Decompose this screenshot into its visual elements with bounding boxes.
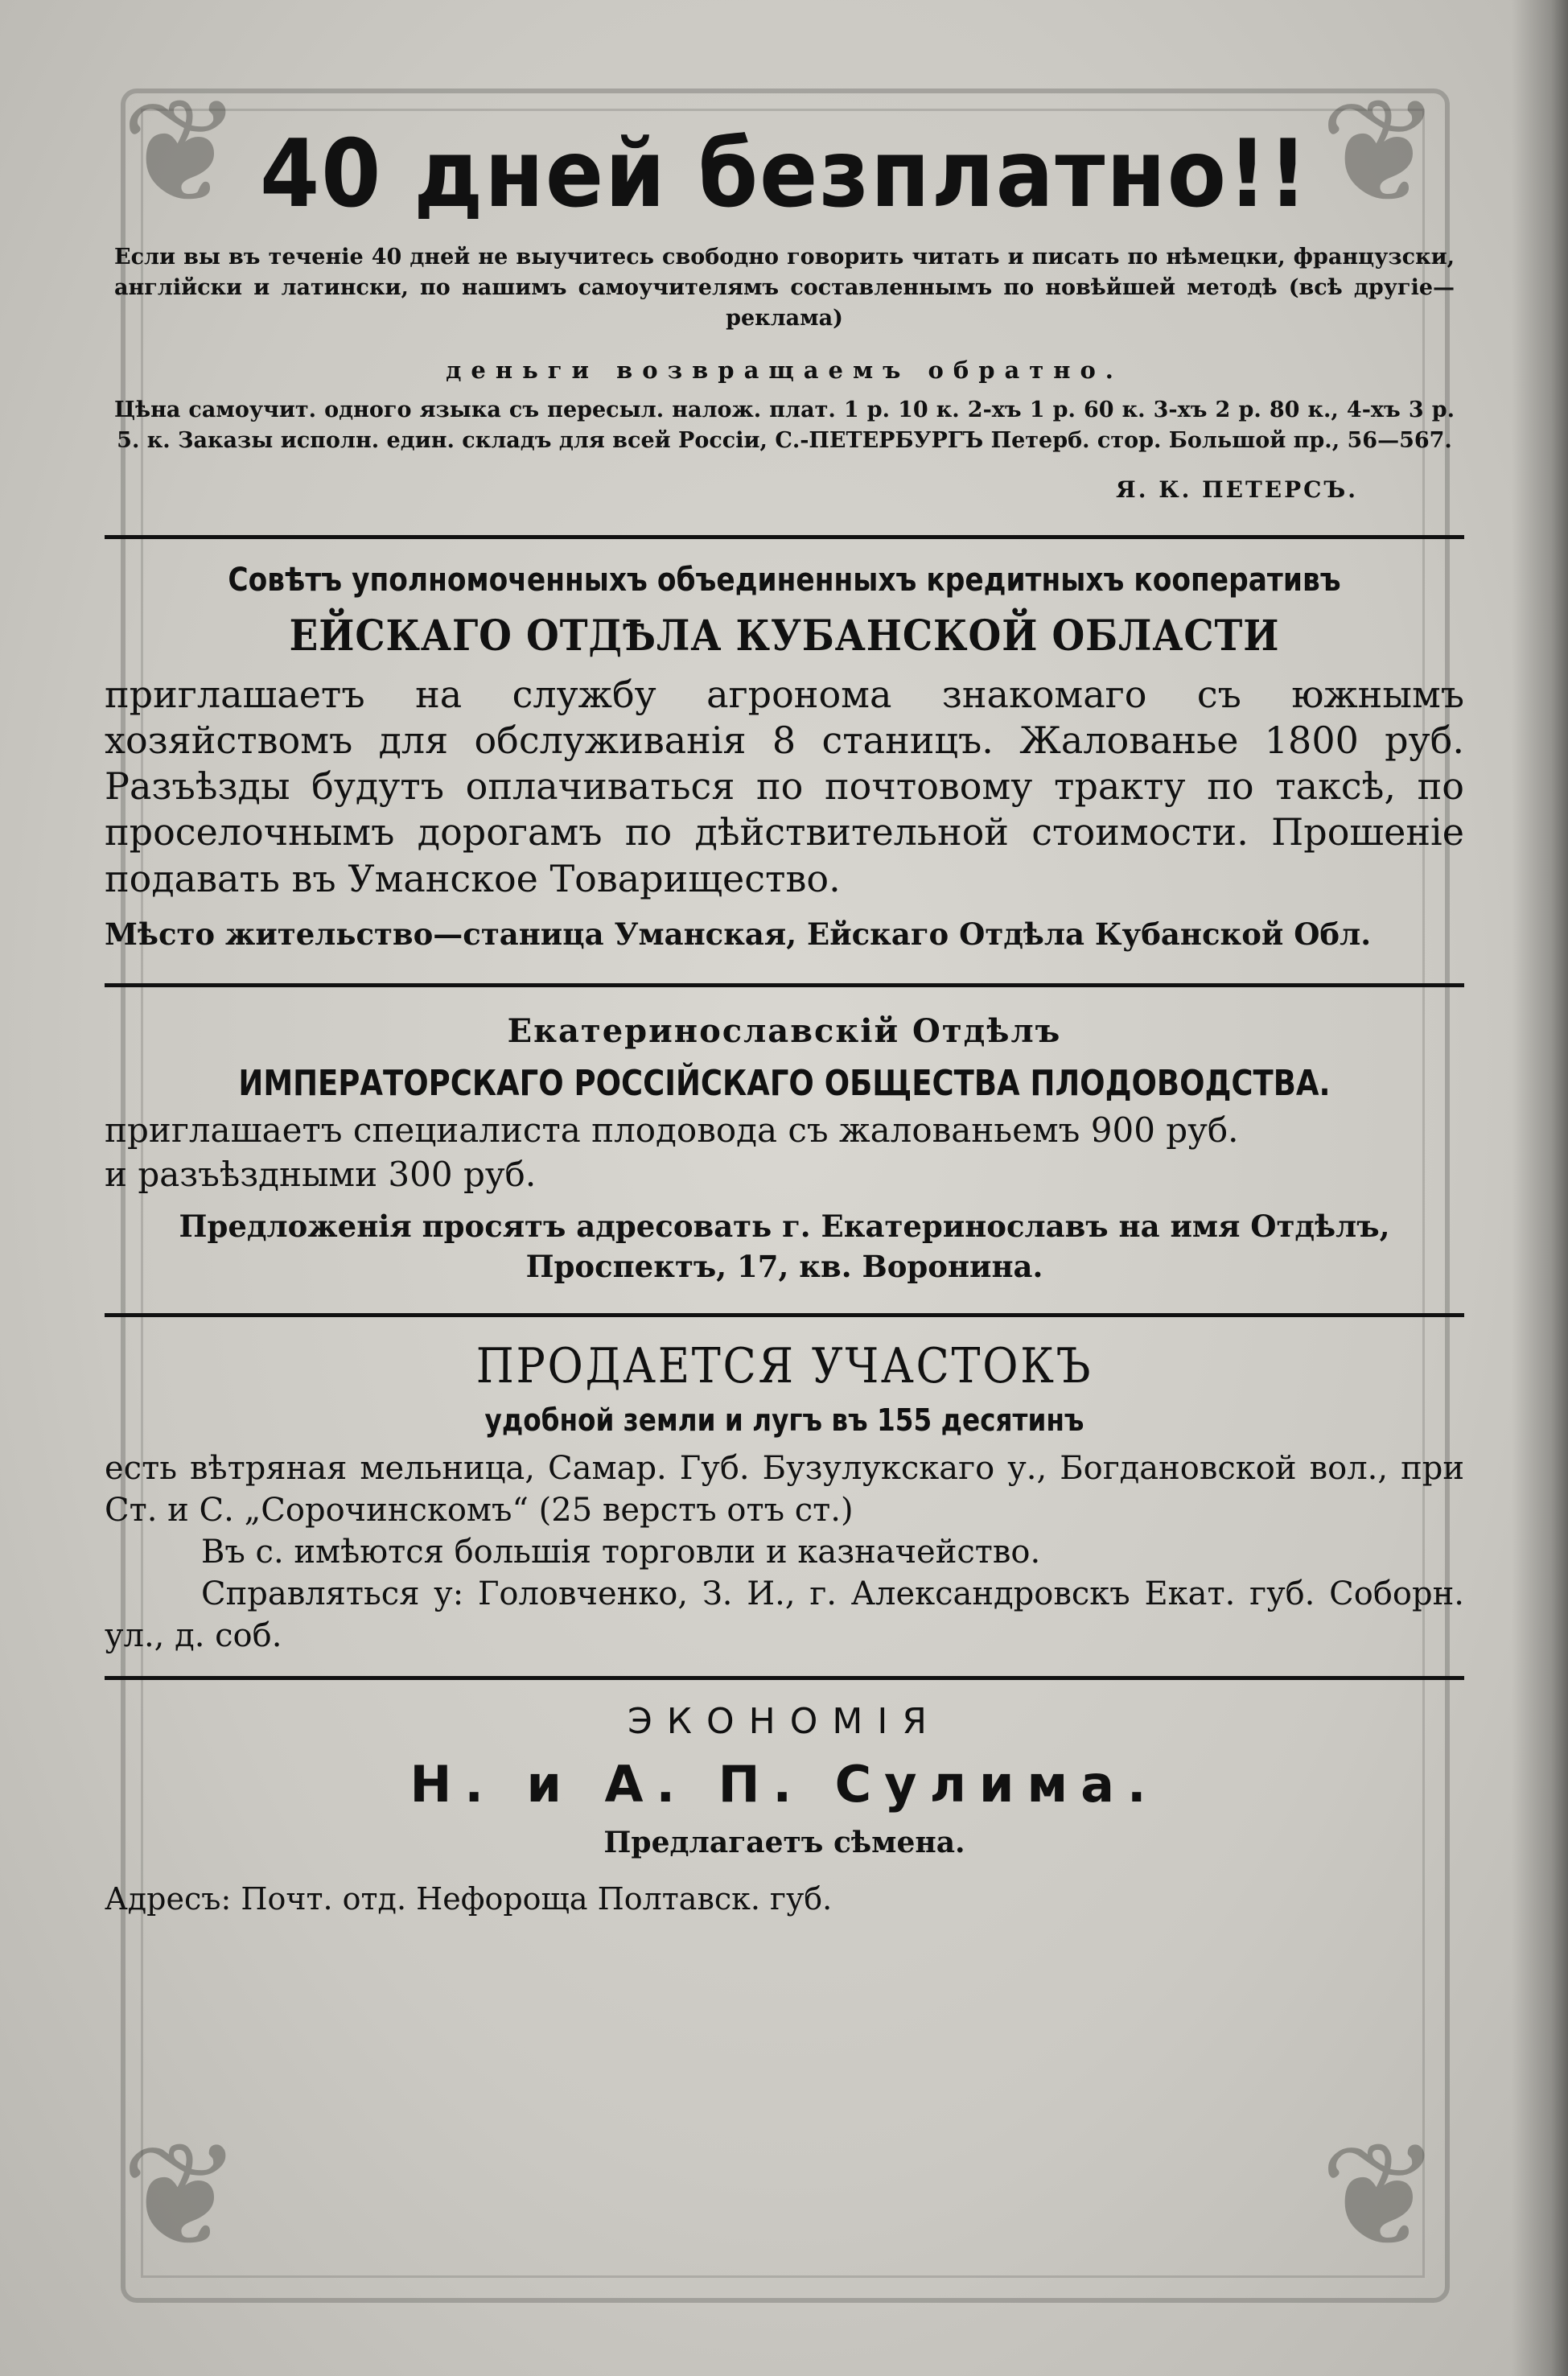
ad-body: приглашаетъ на службу агронома знакомаго съ южнымъ хозяйствомъ для обслуживанія 8 станицъ. Жалованье 1800 руб. Разъѣзды будутъ оплачиваться по почтовому тракту по таксѣ, по проселочнымъ дорогамъ по дѣйствительной стоимости. Прошеніе подавать въ Уманское Товарищество. [105, 673, 1464, 900]
ad-price: Цѣна самоучит. одного языка съ пересыл. налож. плат. 1 р. 10 к. 2-хъ 1 р. 60 к. 3-хъ 2 р. 80 к., 4-хъ 3 р. 5. к. Заказы исполн. един. складъ для всей Россіи, С.-ПЕТЕРБУРГЪ Петерб. стор. Большой пр., 56—567. [114, 397, 1455, 453]
ad-line: Предложенія просятъ адресовать г. Екатеринославъ на имя Отдѣлъ, [179, 1208, 1390, 1244]
ad-heading-secondary: ЕЙСКАГО ОТДѢЛА КУБАНСКОЙ ОБЛАСТИ [289, 612, 1280, 661]
ad-land-for-sale [105, 1317, 1464, 1657]
ad-brand: Н. и А. П. Сулима. [409, 1754, 1159, 1814]
ad-agronomist-vacancy [105, 539, 1464, 954]
ad-refund-note: деньги возвращаемъ обратно. [446, 356, 1123, 384]
ad-signature: Я. К. ПЕТЕРСЪ. [1116, 476, 1358, 504]
ad-title: 40 дней безплатно!! [260, 120, 1309, 229]
ad-line: Проспектъ, 17, кв. Воронина. [525, 1248, 1043, 1284]
ad-residence: Мѣсто жительство—станица Уманская, Ейскаго Отдѣла Кубанской Обл. [105, 916, 1372, 952]
page-edge-shadow [1512, 0, 1568, 2376]
ad-offer: Предлагаетъ сѣмена. [603, 1825, 965, 1859]
ad-line: Въ с. имѣются большія торговли и казначейство. [201, 1533, 1041, 1571]
ad-heading: Совѣтъ уполномоченныхъ объединенныхъ кредитныхъ кооперативъ [228, 562, 1341, 599]
ad-body: есть вѣтряная мельница, Самар. Губ. Бузулукскаго у., Богдановской вол., при Ст. и С. „Сорочинскомъ“ (25 верстъ отъ ст.) [105, 1449, 1464, 1529]
corner-ornament-icon: ❦ [1319, 68, 1441, 237]
ad-heading: ЭКОНОМІЯ [628, 1700, 941, 1742]
ad-seed-estate [105, 1680, 1464, 1920]
ad-address: Адресъ: Почт. отд. Нефороща Полтавск. губ. [105, 1881, 833, 1917]
corner-ornament-icon: ❦ [121, 68, 242, 237]
ad-heading: ПРОДАЕТСЯ УЧАСТОКЪ [475, 1337, 1093, 1394]
corner-ornament-icon: ❦ [121, 2112, 242, 2280]
ad-subheading: удобной земли и лугъ въ 155 десятинъ [484, 1402, 1084, 1438]
corner-ornament-icon: ❦ [1319, 2112, 1441, 2280]
ad-body: Если вы въ теченіе 40 дней не выучитесь свободно говорить читать и писать по нѣмецки, французски, англійски и латински, по нашимъ самоучителямъ составленнымъ по новѣйшей методѣ (всѣ другіе—реклама) [114, 245, 1455, 331]
ad-language-courses [105, 121, 1464, 503]
advertisements [105, 121, 1464, 1920]
ad-line: и разъѣздными 300 руб. [105, 1155, 537, 1195]
ad-heading-secondary: ИМПЕРАТОРСКАГО РОССІЙСКАГО ОБЩЕСТВА ПЛОДОВОДСТВА. [238, 1063, 1331, 1105]
ad-line: Справляться у: Головченко, З. И., г. Александровскъ Екат. губ. Соборн. ул., д. соб. [105, 1575, 1464, 1654]
ad-heading: Екатеринославскій Отдѣлъ [507, 1012, 1062, 1051]
ad-line: приглашаетъ специалиста плодовода съ жалованьемъ 900 руб. [105, 1110, 1239, 1151]
ad-fruit-growing-society [105, 987, 1464, 1287]
